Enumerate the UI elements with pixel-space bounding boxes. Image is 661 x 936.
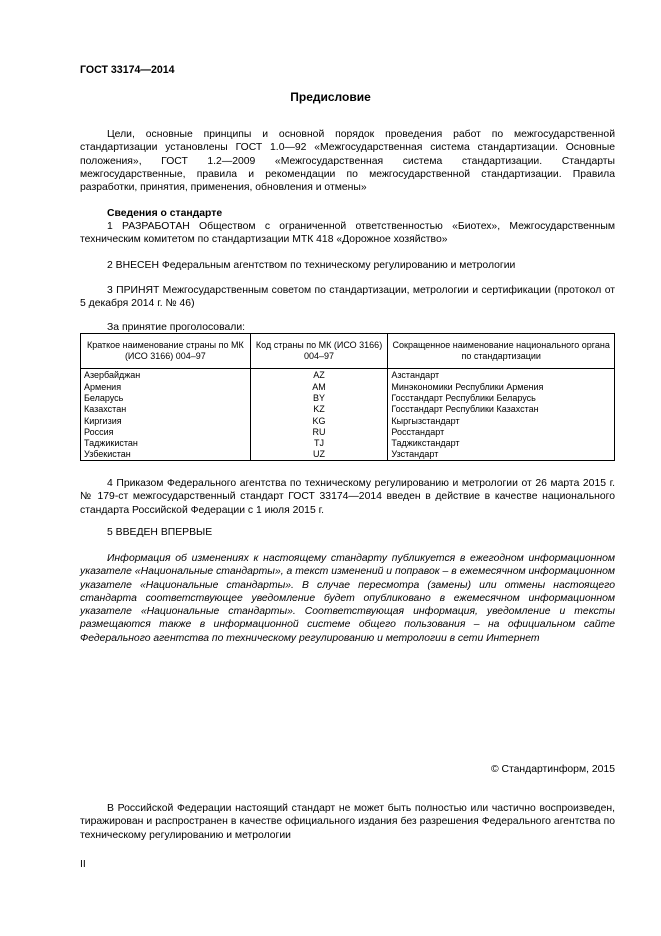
country-name: Россия	[81, 426, 251, 437]
country-name: Киргизия	[81, 415, 251, 426]
country-name: Узбекистан	[81, 449, 251, 461]
item-enacted: 4 Приказом Федерального агентства по техническому регулированию и метрологии от 26 марта 2015 г. № 179-ст межгосударственный стандарт ГОСТ 33174—2014 введен в действие в качестве национального стандарта Российской Федерации с 1 июля 2015 г.	[80, 478, 615, 516]
reproduction-notice: В Российской Федерации настоящий стандарт не может быть полностью или частично воспроизведен, тиражирован и распространен в качестве официального издания без разрешения Федерального агентства по техническому регулированию и метрологии	[80, 803, 615, 841]
table-row	[81, 438, 615, 449]
standards-body: Азстандарт	[388, 369, 615, 382]
header-country-code: Код страны по МК (ИСО 3166) 004–97	[250, 334, 388, 369]
table-header-row	[81, 334, 615, 369]
table-row	[81, 369, 615, 382]
notice-paragraph: Информация об изменениях к настоящему стандарту публикуется в ежегодном информационном указателе «Национальные стандарты», а текст изменений и поправок – в ежемесячном информационном указателе «Национальные стандарты». В случае пересмотра (замены) или отмены настоящего стандарта соответствующее уведомление будет опубликовано в ежемесячном информационном указателе «Национальные стандарты». Соответствующая информация, уведомление и тексты размещаются также в информационной системе общего пользования – на официальном сайте Федерального агентства по техническому регулированию и метрологии в сети Интернет	[80, 553, 615, 644]
country-code: BY	[250, 393, 388, 404]
standards-body: Кыргызстандарт	[388, 415, 615, 426]
page-title: Предисловие	[290, 90, 371, 104]
voting-table	[80, 333, 615, 461]
country-name: Армения	[81, 381, 251, 392]
table-row	[81, 426, 615, 437]
country-name: Азербайджан	[81, 369, 251, 382]
document-code: ГОСТ 33174—2014	[80, 64, 175, 76]
country-code: KG	[250, 415, 388, 426]
table-row	[81, 449, 615, 461]
standards-body: Госстандарт Республики Беларусь	[388, 393, 615, 404]
item-adopted: 3 ПРИНЯТ Межгосударственным советом по стандартизации, метрологии и сертификации (протокол от 5 декабря 2014 г. № 46)	[80, 285, 615, 310]
standards-body: Росстандарт	[388, 426, 615, 437]
intro-paragraph: Цели, основные принципы и основной порядок проведения работ по межгосударственной стандартизации установлены ГОСТ 1.0—92 «Межгосударственная система стандартизации. Основные положения», ГОСТ 1.2—2009 «Межгосударственная система стандартизации. Стандарты межгосударственные, правила и рекомендации по межгосударственной стандартизации. Правила разработки, принятия, применения, обновления и отмены»	[80, 129, 615, 194]
table-row	[81, 381, 615, 392]
country-code: AZ	[250, 369, 388, 382]
item-developed: 1 РАЗРАБОТАН Обществом с ограниченной ответственностью «Биотех», Межгосударственным техническим комитетом по стандартизации МТК 418 «Дорожное хозяйство»	[80, 221, 615, 246]
table-row	[81, 393, 615, 404]
standards-body: Узстандарт	[388, 449, 615, 461]
country-code: KZ	[250, 404, 388, 415]
standards-body: Таджикстандарт	[388, 438, 615, 449]
country-name: Беларусь	[81, 393, 251, 404]
vote-caption: За принятие проголосовали:	[107, 322, 246, 333]
copyright: © Стандартинформ, 2015	[490, 764, 615, 775]
standards-body: Минэкономики Республики Армения	[388, 381, 615, 392]
country-code: UZ	[250, 449, 388, 461]
header-standards-body: Сокращенное наименование национального органа по стандартизации	[388, 334, 615, 369]
item-first-introduced: 5 ВВЕДЕН ВПЕРВЫЕ	[107, 527, 213, 538]
country-code: TJ	[250, 438, 388, 449]
table-row	[81, 404, 615, 415]
header-country-name: Краткое наименование страны по МК (ИСО 3166) 004–97	[81, 334, 251, 369]
standards-body: Госстандарт Республики Казахстан	[388, 404, 615, 415]
country-code: RU	[250, 426, 388, 437]
country-name: Казахстан	[81, 404, 251, 415]
country-code: AM	[250, 381, 388, 392]
page-number: II	[80, 859, 86, 870]
country-name: Таджикистан	[81, 438, 251, 449]
item-introduced: 2 ВНЕСЕН Федеральным агентством по техническому регулированию и метрологии	[107, 260, 516, 271]
info-heading: Сведения о стандарте	[107, 208, 223, 219]
table-row	[81, 415, 615, 426]
